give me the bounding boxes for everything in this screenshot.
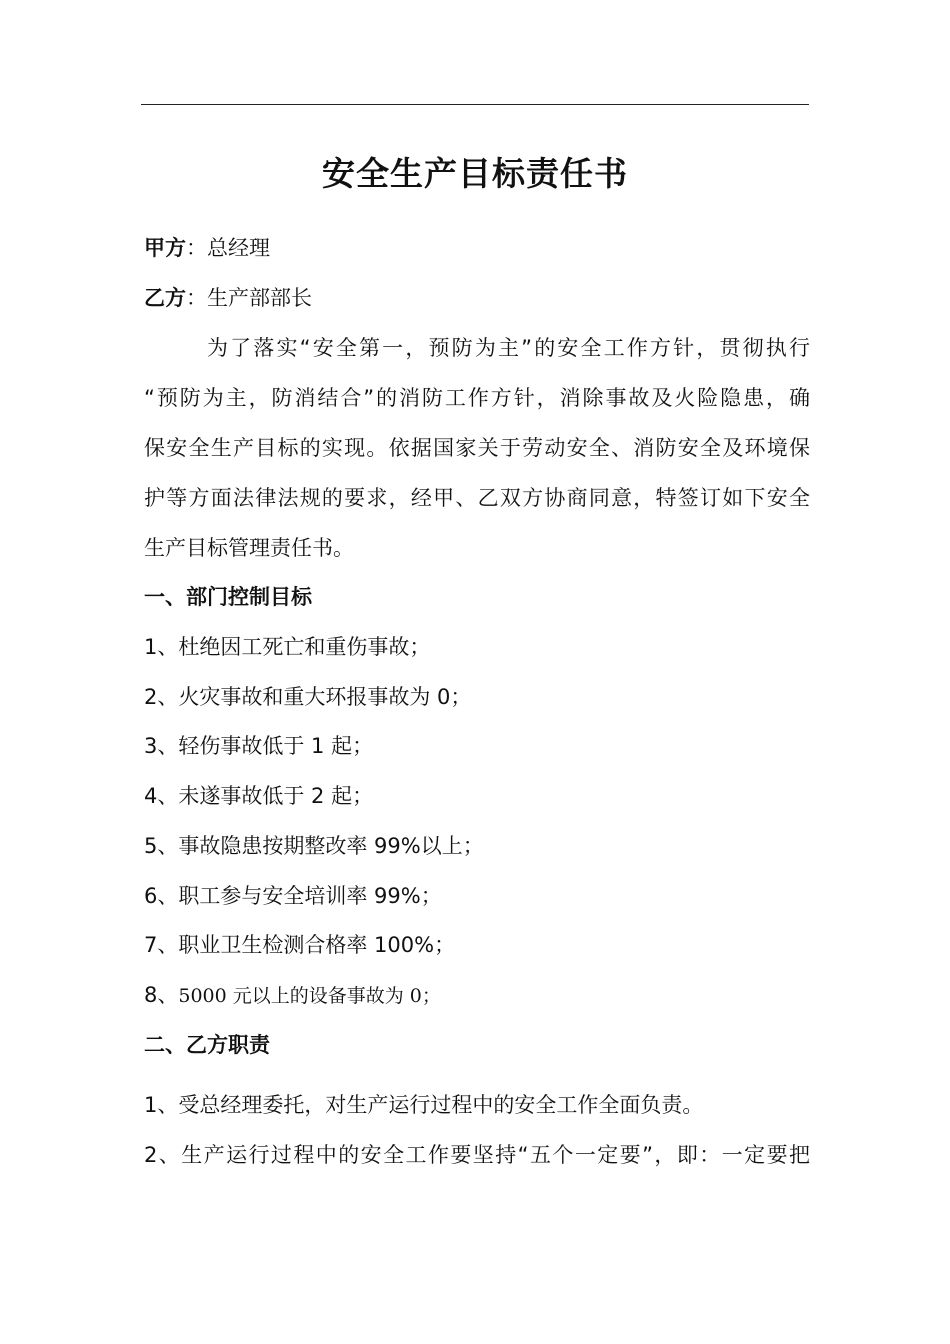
header-rule bbox=[141, 104, 809, 105]
intro-line-1: 为了落实“安全第一，预防为主”的安全工作方针，贯彻执行 bbox=[207, 336, 810, 360]
party-a-value: 总经理 bbox=[207, 236, 270, 260]
section2-heading: 二、乙方职责 bbox=[144, 1033, 270, 1057]
section1-heading: 一、部门控制目标 bbox=[144, 585, 312, 609]
document-title: 安全生产目标责任书 bbox=[322, 154, 628, 193]
intro-line-4: 护等方面法律法规的要求，经甲、乙双方协商同意，特签订如下安全 bbox=[144, 486, 810, 510]
party-b-separator: ： bbox=[186, 286, 207, 310]
section2-item: 2、生产运行过程中的安全工作要坚持“五个一定要”，即：一定要把 bbox=[144, 1143, 810, 1167]
section1-item-8 bbox=[144, 980, 810, 1011]
intro-line-5: 生产目标管理责任书。 bbox=[144, 536, 354, 560]
intro-line-2: “预防为主，防消结合”的消防工作方针，消除事故及火险隐患，确 bbox=[144, 386, 810, 410]
section1-item-8-text: 5000 元以上的设备事故为 0； bbox=[178, 985, 441, 1007]
section1-item-8-number: 8、 bbox=[144, 983, 179, 1007]
intro-line-3: 保安全生产目标的实现。依据国家关于劳动安全、消防安全及环境保 bbox=[144, 436, 810, 460]
section1-item: 7、职业卫生检测合格率 100%； bbox=[144, 933, 456, 957]
party-a-separator: ： bbox=[186, 236, 207, 260]
party-b-label: 乙方 bbox=[144, 286, 186, 310]
section1-item: 2、火灾事故和重大环报事故为 0； bbox=[144, 685, 472, 709]
party-b-value: 生产部部长 bbox=[207, 286, 312, 310]
section1-item: 6、职工参与安全培训率 99%； bbox=[144, 884, 442, 908]
section1-item: 4、未遂事故低于 2 起； bbox=[144, 784, 374, 808]
section2-item: 1、受总经理委托，对生产运行过程中的安全工作全面负责。 bbox=[144, 1093, 704, 1117]
party-a-line bbox=[144, 233, 810, 263]
party-a-label: 甲方 bbox=[144, 236, 186, 260]
party-b-line bbox=[144, 283, 810, 313]
section1-item: 1、杜绝因工死亡和重伤事故； bbox=[144, 635, 431, 659]
section1-item: 5、事故隐患按期整改率 99%以上； bbox=[144, 834, 484, 858]
section1-item: 3、轻伤事故低于 1 起； bbox=[144, 734, 374, 758]
